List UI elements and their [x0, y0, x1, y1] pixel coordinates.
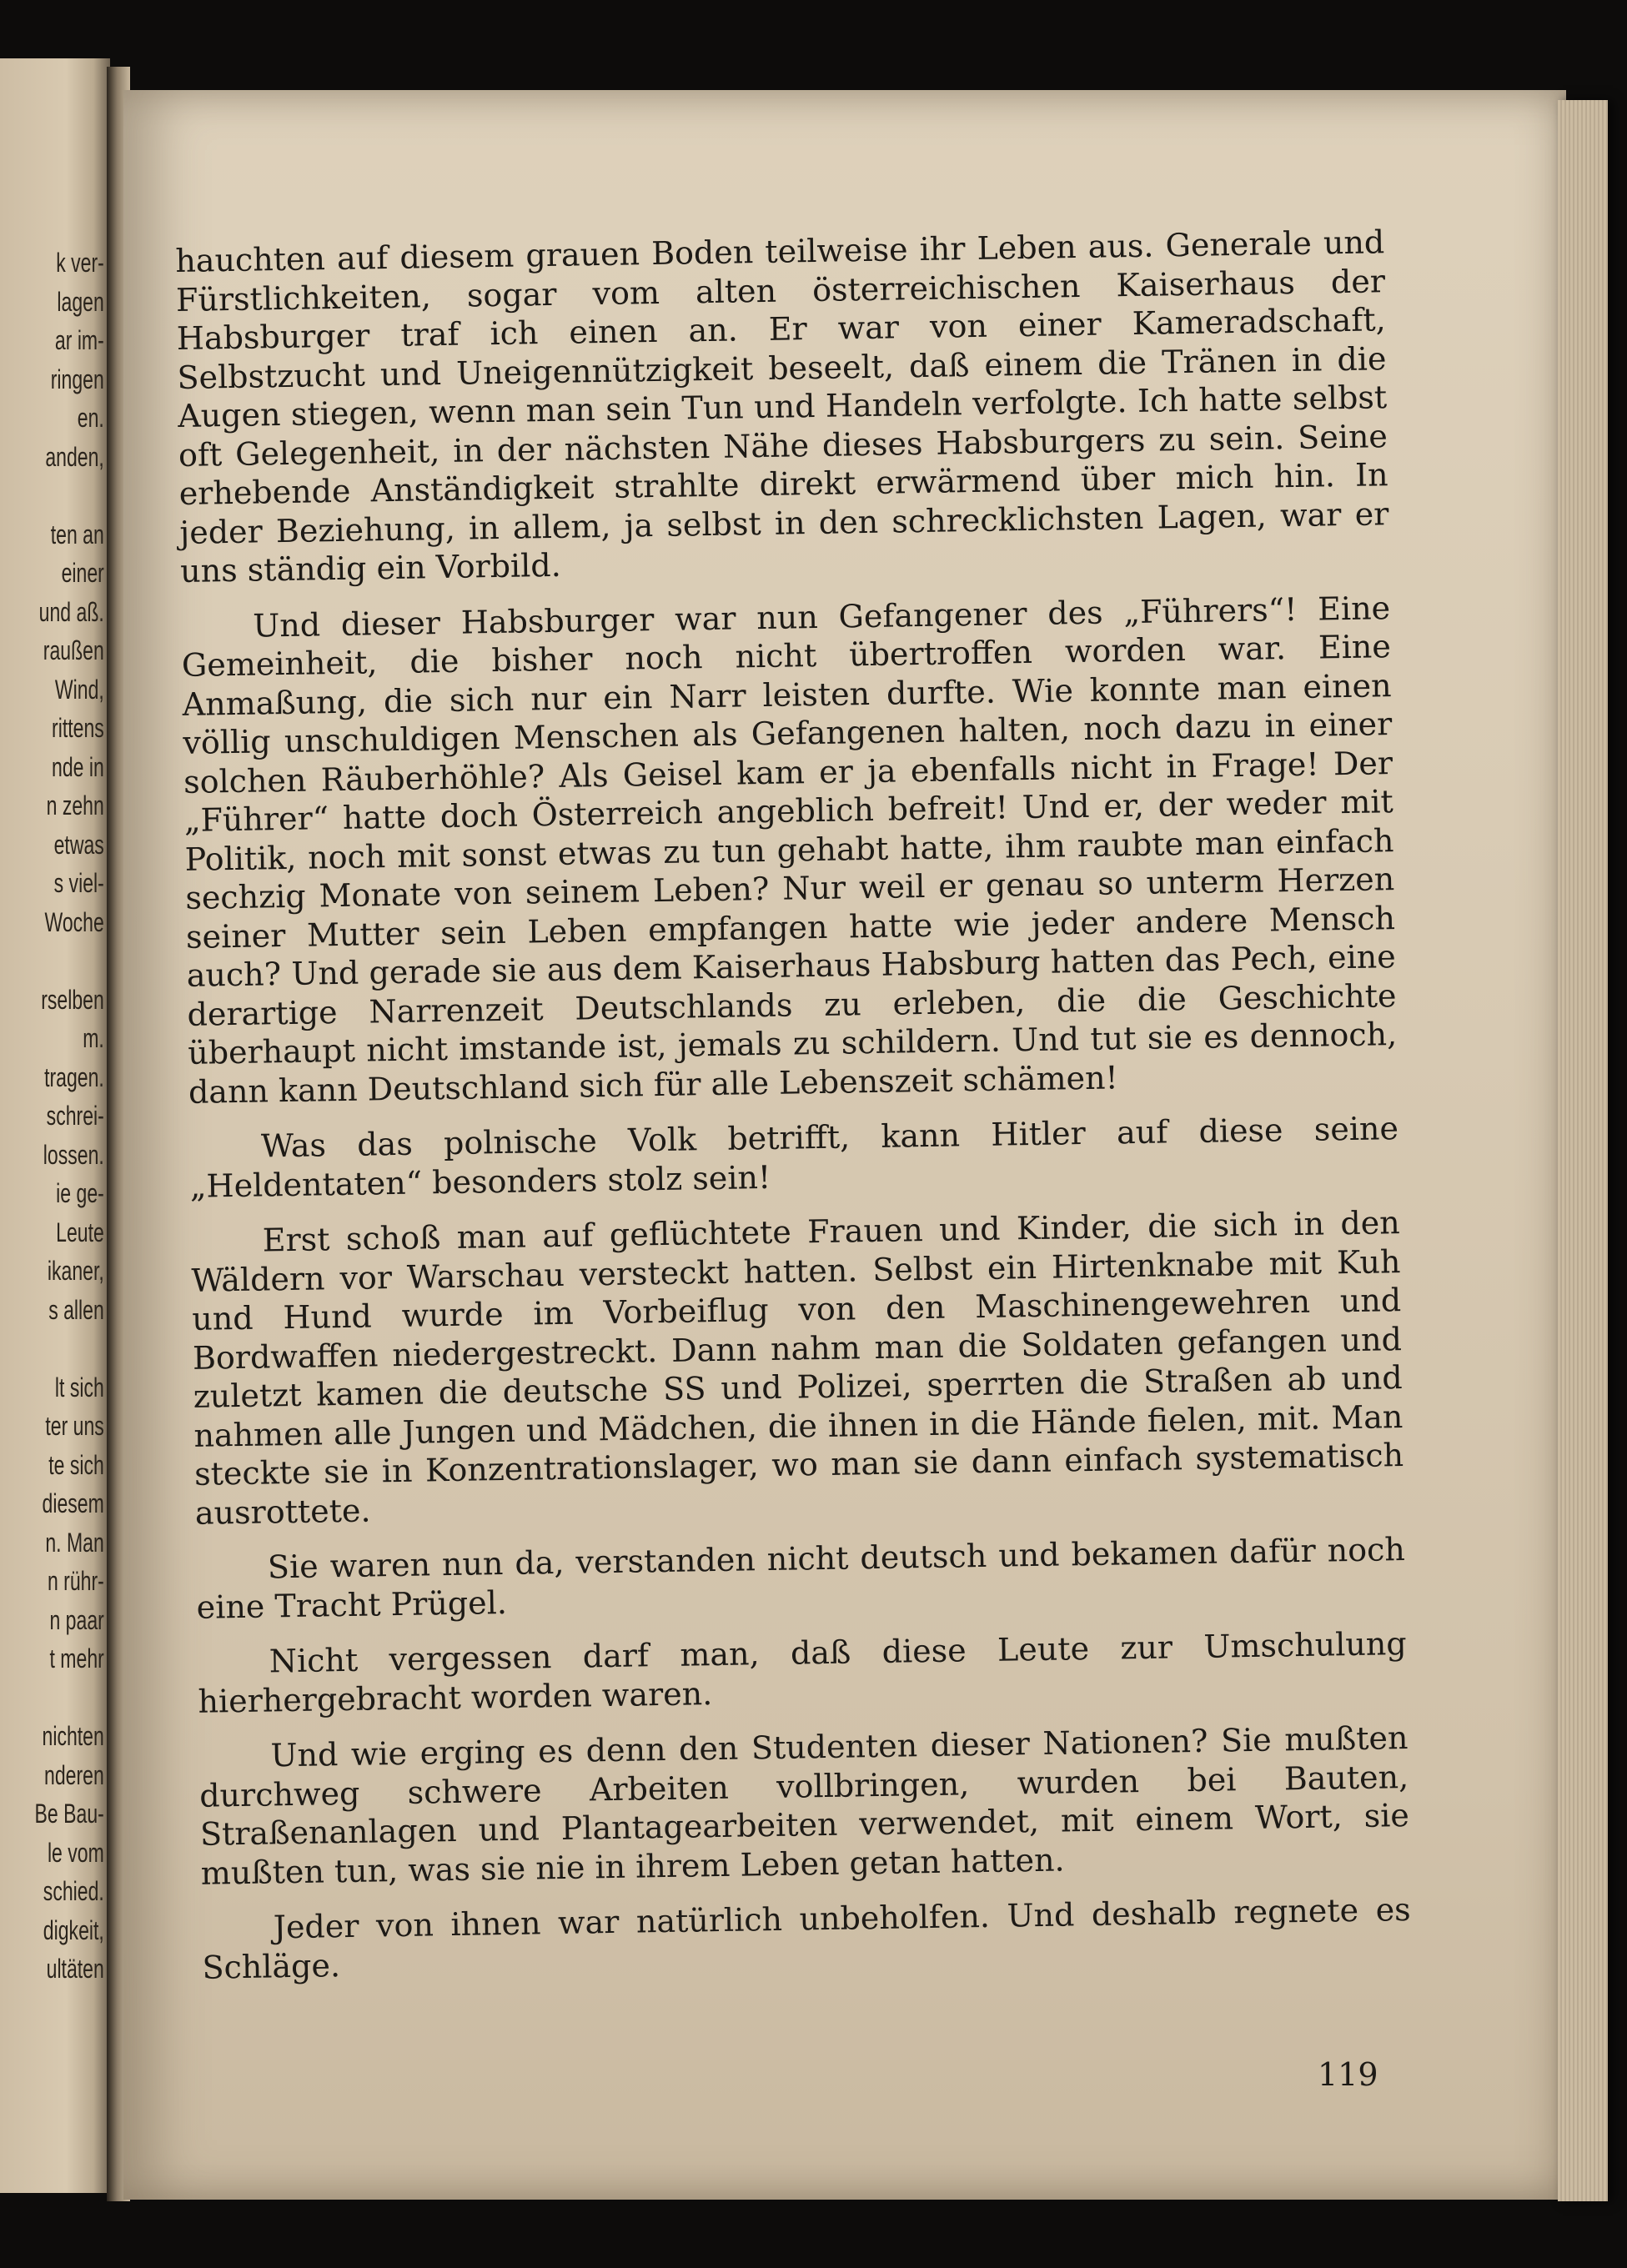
previous-page-line: ie ge- — [56, 1178, 104, 1208]
paragraph: Jeder von ihnen war natürlich unbeholfen. Und deshalb regnete es Schläge. — [202, 1890, 1411, 1986]
page-edges — [1558, 100, 1608, 2201]
page-body-text — [175, 223, 1412, 2004]
previous-page-line: einer — [61, 558, 104, 588]
previous-page-line: schrei- — [46, 1101, 104, 1131]
previous-page-line: ter uns — [45, 1411, 104, 1441]
previous-page-line: n paar — [49, 1604, 104, 1635]
previous-page-line: lt sich — [54, 1372, 104, 1402]
paragraph: Und wie erging es denn den Studenten dieser Nationen? Sie mußten durchweg schwere Arbeiten vollbringen, wurden bei Bauten, Straßenanlagen und Plantagearbeiten verwendet, mit einem Wort, sie mußten tun, was sie nie in ihrem Leben getan hatten. — [198, 1719, 1410, 1892]
previous-page-line: s viel- — [53, 868, 104, 898]
previous-page-line: Be Bau- — [34, 1799, 104, 1829]
previous-page-line: ultäten — [46, 1954, 104, 1984]
previous-page-line: etwas — [53, 829, 104, 860]
previous-page-line: te sich — [48, 1449, 104, 1480]
previous-page-line: n zehn — [46, 790, 104, 820]
previous-page-line: nderen — [44, 1759, 104, 1790]
previous-page-line: raußen — [43, 635, 104, 665]
previous-page-line: lagen — [57, 286, 104, 317]
previous-page-line: anden, — [45, 441, 104, 472]
previous-page-line: n. Man — [45, 1527, 104, 1558]
previous-page-line: n rühr- — [47, 1566, 104, 1596]
previous-page-line: ringen — [50, 364, 104, 394]
previous-page-line: digkeit, — [43, 1914, 104, 1945]
previous-page-line: diesem — [42, 1488, 104, 1518]
previous-page-line: t mehr — [49, 1643, 104, 1673]
paragraph: Nicht vergessen darf man, daß diese Leute zur Umschulung hierhergebracht worden waren. — [198, 1625, 1407, 1720]
previous-page-line: s allen — [48, 1294, 104, 1325]
previous-page-line: lossen. — [43, 1139, 104, 1170]
previous-page-line: le vom — [47, 1837, 104, 1868]
previous-page-line: nde in — [52, 751, 104, 782]
page-number: 119 — [1318, 2056, 1378, 2093]
previous-page-line: k ver- — [56, 248, 104, 278]
previous-page-line: rselben — [41, 984, 104, 1015]
previous-page-line: Leute — [56, 1217, 104, 1247]
previous-page-line: rittens — [52, 713, 104, 743]
previous-page-line: tragen. — [44, 1061, 104, 1092]
previous-page-line: schied. — [43, 1876, 104, 1906]
previous-page-line: und aß. — [38, 596, 104, 627]
previous-page-line: nichten — [42, 1721, 104, 1751]
previous-page-line: m. — [83, 1023, 104, 1053]
paragraph: Was das polnische Volk betrifft, kann Hitler auf diese seine „Heldentaten“ besonders stolz sein! — [189, 1110, 1399, 1205]
paragraph: hauchten auf diesem grauen Boden teilweise ihr Leben aus. Generale und Fürstlichkeiten, sogar vom alten österreichischen Kaiserhaus der Habsburger traf ich einen an. Er war von einer Kameradschaft, Selbstzucht und Uneigennützigkeit beseelt, daß einem die Tränen in die Augen stiegen, wenn man sein Tun und Handeln verfolgte. Ich hatte selbst oft Gelegenheit, in der nächsten Nähe dieses Habsburgers zu sein. Seine erhebende Anständigkeit strahlte direkt erwärmend über mich hin. In jeder Beziehung, in allem, ja selbst in den schrecklichsten Lagen, war er uns ständig ein Vorbild. — [175, 223, 1389, 590]
paragraph: Sie waren nun da, verstanden nicht deutsch und bekamen dafür noch eine Tracht Prügel. — [196, 1531, 1406, 1626]
previous-page-line: en. — [77, 403, 104, 433]
previous-page-line: Woche — [44, 906, 104, 937]
previous-page-strip — [0, 58, 110, 2193]
previous-page-line: ar im- — [54, 325, 104, 355]
previous-page-line: ten an — [50, 519, 104, 549]
paragraph: Und dieser Habsburger war nun Gefangener des „Führers“! Eine Gemeinheit, die bisher noch nicht übertroffen worden war. Eine Anmaßung, die sich nur ein Narr leisten durfte. Wie konnte man einen völlig unschuldigen Menschen als Gefangenen halten, noch dazu in einer solchen Räuberhöhle? Als Geisel kam er ja ebenfalls nicht in Frage! Der „Führer“ hatte doch Österreich angeblich befreit! Und er, der weder mit Politik, noch mit sonst etwas zu tun gehabt hatte, ihm raubte man einfach sechzig Monate von seinem Leben? Nur weil er genau so unterm Herzen seiner Mutter sein Leben empfangen hatte wie jeder andere Mensch auch? Und gerade sie aus dem Kaiserhaus Habsburg hatten das Pech, eine derartige Narrenzeit Deutschlands zu erleben, die die Geschichte überhaupt nicht imstande ist, jemals zu schildern. Und tut sie es dennoch, dann kann Deutschland sich für alle Lebenszeit schämen! — [181, 589, 1398, 1111]
previous-page-line: Wind, — [54, 674, 104, 705]
previous-page-line: ikaner, — [47, 1256, 104, 1286]
paragraph: Erst schoß man auf geflüchtete Frauen und Kinder, die sich in den Wäldern vor Warschau versteckt hatten. Selbst ein Hirtenknabe mit Kuh und Hund wurde im Vorbeiflug von den Maschinengewehren und Bordwaffen niedergestreckt. Dann nahm man die Soldaten gefangen und zuletzt kamen die deutsche SS und Polizei, sperrten die Straßen ab und nahmen alle Jungen und Mädchen, die ihnen in die Hände fielen, mit. Man steckte sie in Konzentrationslager, wo man sie dann einfach systematisch ausrottete. — [191, 1204, 1404, 1532]
